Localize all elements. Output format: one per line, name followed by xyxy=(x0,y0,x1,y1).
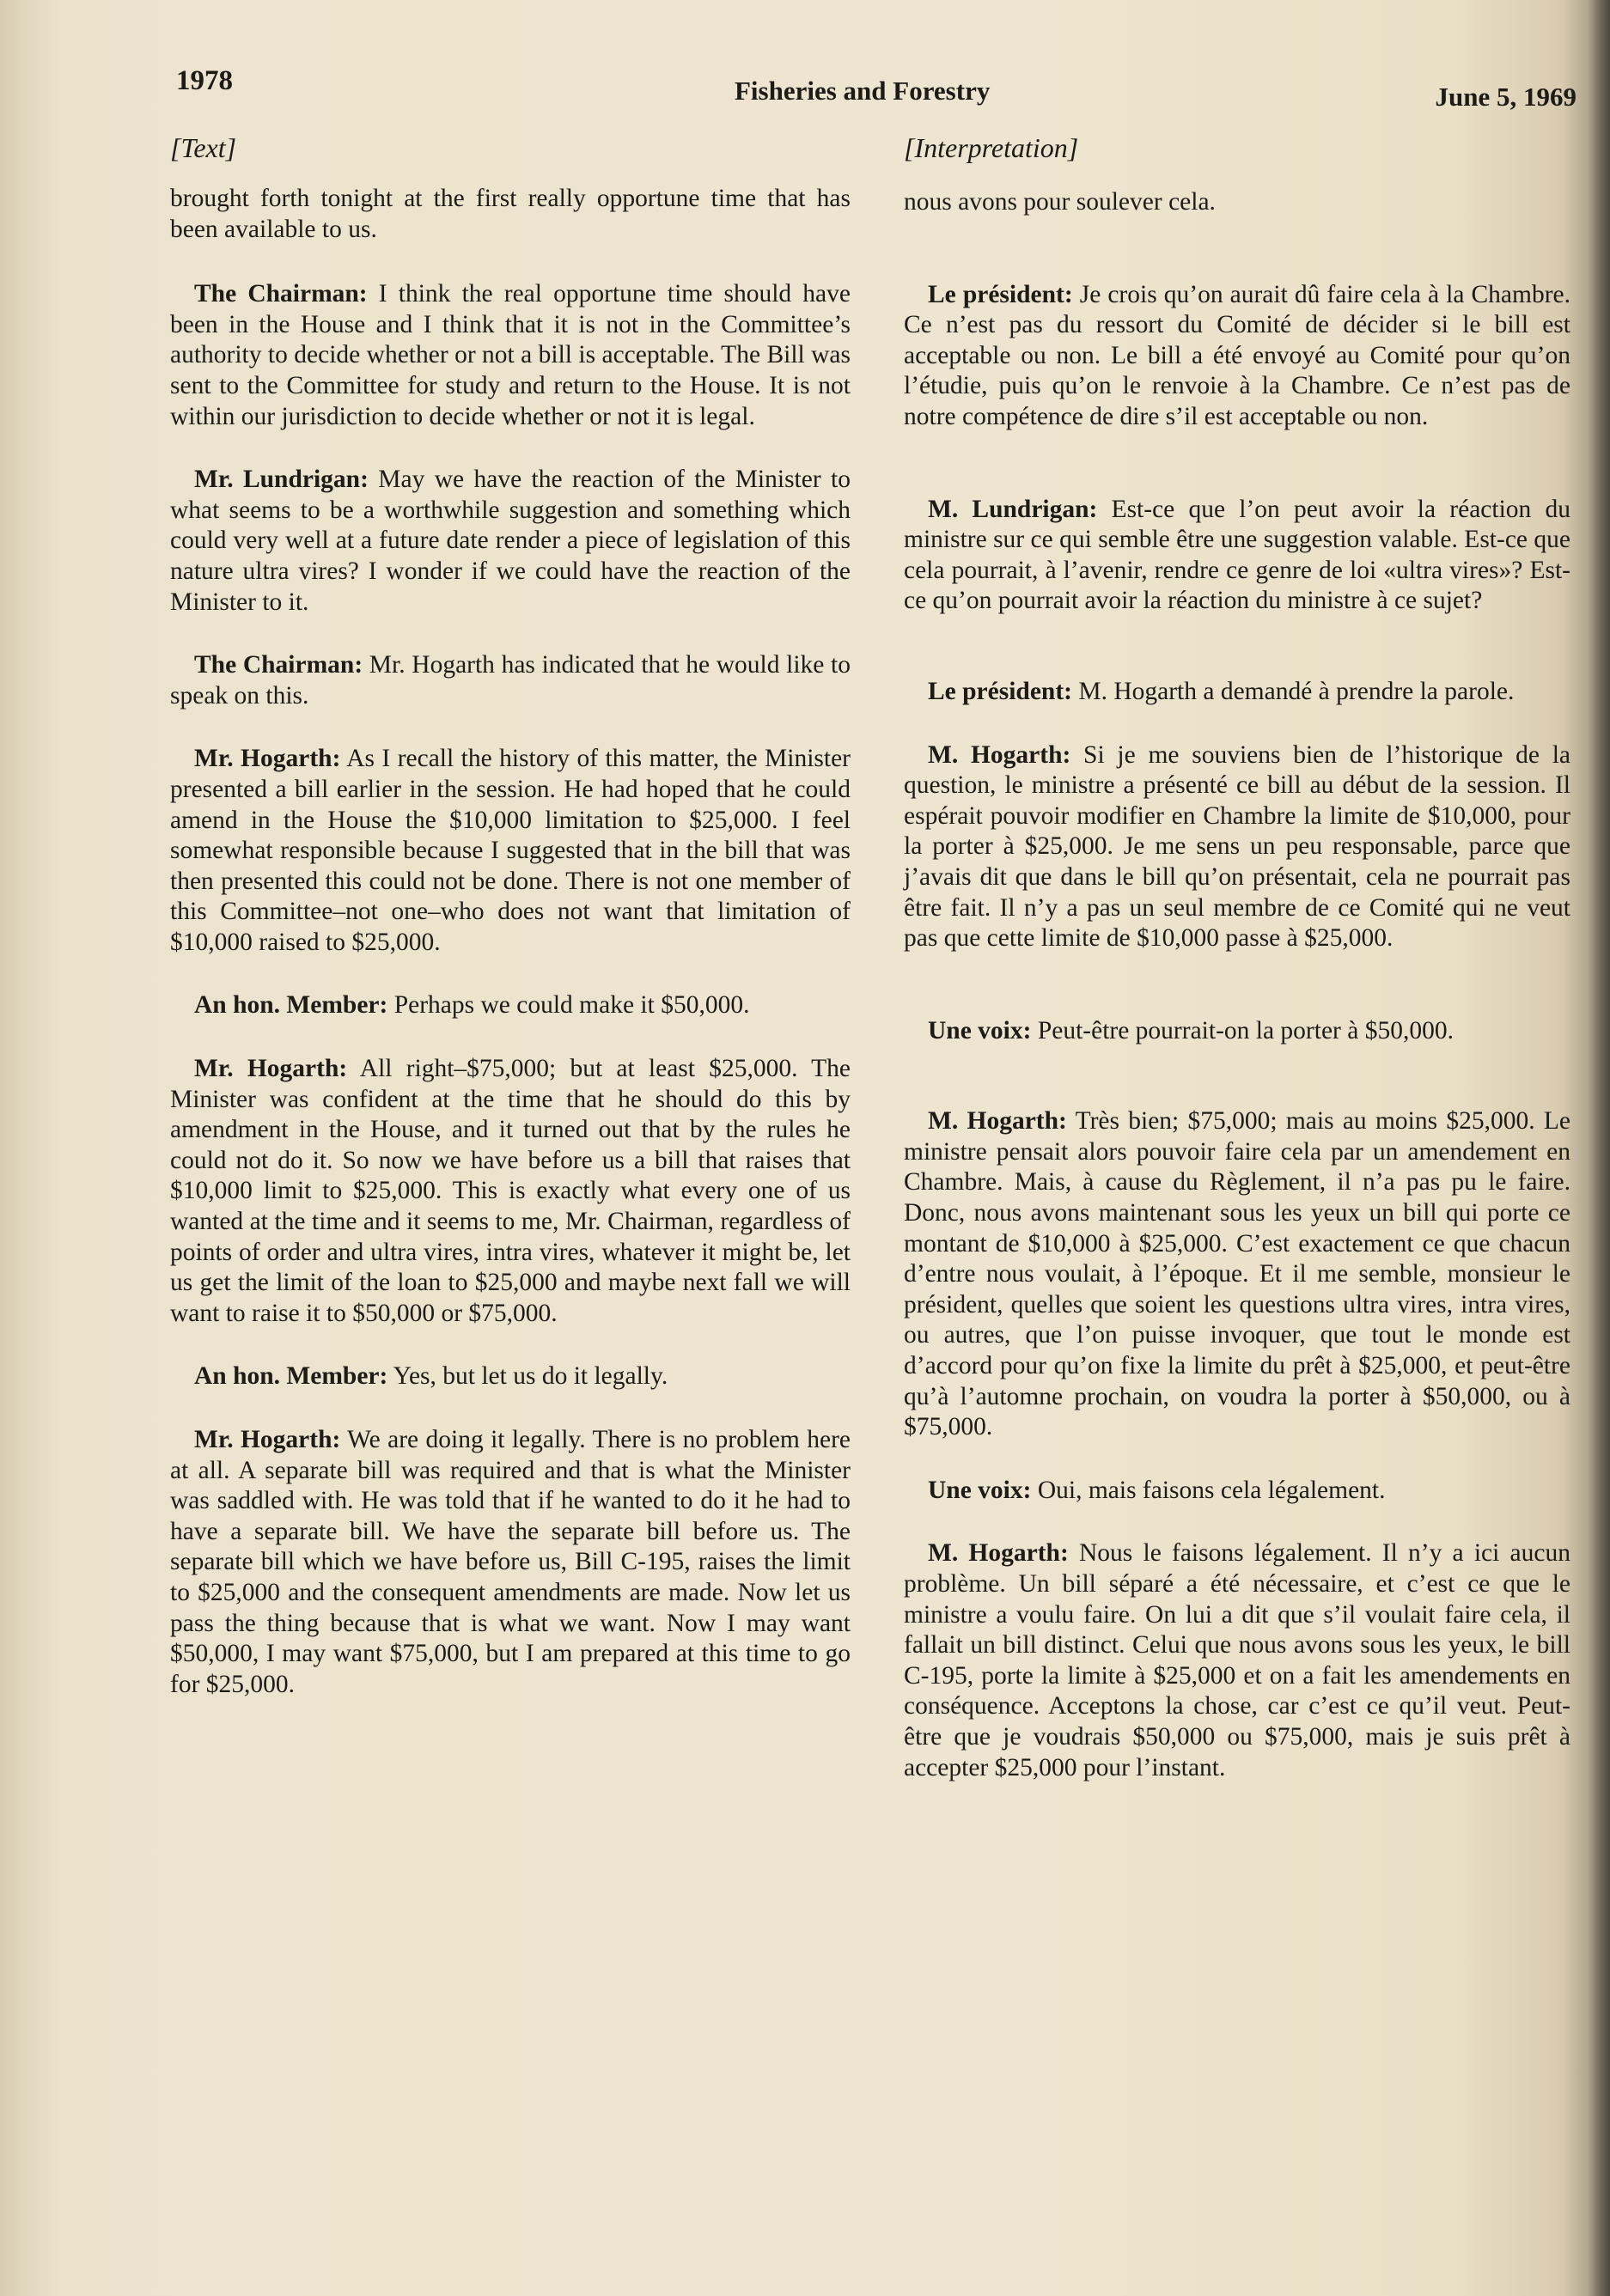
speaker-name: M. Hogarth: xyxy=(928,740,1071,769)
page-edge-shadow xyxy=(1586,0,1610,2296)
speech-paragraph xyxy=(904,1538,1570,1783)
speaker-name: Mr. Lundrigan: xyxy=(194,466,369,494)
speaker-name: M. Lundrigan: xyxy=(928,495,1098,523)
speech-paragraph xyxy=(170,279,851,432)
speaker-name: The Chairman: xyxy=(194,280,368,308)
speech-text: May we have the reaction of the Minister to what seems to be a worthwhile suggestion and something which could very well at a future date render a piece of legislation of this nature ultra vires? I wonder if we could have the reaction of the Minister to it. xyxy=(170,466,851,616)
speech-paragraph xyxy=(904,1476,1570,1507)
speaker-name: Le président: xyxy=(928,280,1073,308)
speaker-name: The Chairman: xyxy=(194,651,363,679)
speech-text: I think the real opportune time should have been in the House and I think that it is not in the Committee’s authority to decide whether or not a bill is acceptable. The Bill was sent to the Committee for study and return to the House. It is not within our jurisdiction to decide whether or not it is legal. xyxy=(170,280,851,430)
english-column xyxy=(170,129,851,1700)
speech-paragraph xyxy=(170,1425,851,1700)
speech-paragraph xyxy=(904,677,1570,708)
column-heading-text: [Text] xyxy=(170,132,237,163)
speaker-name: Mr. Hogarth: xyxy=(194,1055,348,1083)
speech-text: We are doing it legally. There is no problem here at all. A separate bill was required and that is what the Minister was saddled with. He was told that if he wanted to do it he had to have a separate bill. We have the separate bill before us. The separate bill which we have before us, Bill C-195, raises the limit to $25,000 and the consequent amendments are made. Now let us pass the thing because that is what we want. Now I may want $50,000, I may want $75,000, but I am prepared at this time to go for $25,000. xyxy=(170,1426,851,1698)
running-title: Fisheries and Forestry xyxy=(735,76,991,106)
speaker-name: An hon. Member: xyxy=(194,991,388,1020)
paragraph-text: brought forth tonight at the first really opportune time that has been available to us. xyxy=(170,185,851,243)
speech-paragraph xyxy=(170,1054,851,1329)
running-header xyxy=(176,60,1576,112)
speech-text: Yes, but let us do it legally. xyxy=(387,1362,668,1391)
speech-text: Oui, mais faisons cela légalement. xyxy=(1031,1476,1386,1504)
page-number: 1978 xyxy=(176,65,233,96)
speaker-name: M. Hogarth: xyxy=(928,1539,1069,1568)
speech-text: Perhaps we could make it $50,000. xyxy=(387,991,750,1020)
speech-text: Est-ce que l’on peut avoir la réaction du ministre sur ce qui semble être une suggestion valable. Est-ce que cela pourrait, à l’avenir, rendre ce genre de loi «ultra vires»? Est-ce qu’on pourrait avoir la réaction du ministre à ce sujet? xyxy=(904,495,1570,615)
speech-paragraph xyxy=(170,650,851,711)
paragraph-text: nous avons pour soulever cela. xyxy=(904,188,1216,216)
speech-paragraph xyxy=(904,1016,1570,1047)
page-gutter-shadow xyxy=(0,0,60,2296)
speech-paragraph xyxy=(170,990,851,1021)
speaker-name: M. Hogarth: xyxy=(928,1107,1067,1136)
speaker-name: Une voix: xyxy=(928,1016,1032,1044)
speaker-name: Mr. Hogarth: xyxy=(194,1426,341,1453)
speech-paragraph xyxy=(904,495,1570,617)
speech-paragraph xyxy=(904,280,1570,433)
paragraph xyxy=(170,184,851,245)
speech-text: Nous le faisons légalement. Il n’y a ici aucun problème. Un bill séparé a été nécessaire, et c’est ce que le ministre a voulu faire. On lui a dit que s’il voulait faire cela, il fallait un bill distinct. Celui que nous avons sous les yeux, le bill C-195, porte la limite à $25,000 et on a fait les amendements en conséquence. Acceptons la chose, car c’est ce qu’il veut. Peut-être que je voudrais $50,000 ou $75,000, mais je suis prêt à accepter $25,000 pour l’instant. xyxy=(904,1539,1570,1781)
speech-text: Je crois qu’on aurait dû faire cela à la Chambre. Ce n’est pas du ressort du Comité de décider si le bill est acceptable ou non. Le bill a été envoyé au Comité pour qu’on l’étudie, puis qu’on le renvoie à la Chambre. Ce n’est pas de notre compétence de dire s’il est acceptable ou non. xyxy=(904,280,1571,430)
speech-paragraph xyxy=(170,465,851,618)
speech-paragraph xyxy=(170,744,851,958)
french-column xyxy=(904,129,1570,1783)
speech-text: Si je me souviens bien de l’historique de la question, le ministre a présenté ce bill au début de la session. Il espérait pouvoir modifier en Chambre la limite de $10,000, pour la porter à $25,000. Je me sens un peu responsable, parce que j’avais dit que dans le bill qu’on présentait, cela ne pourrait pas être fait. Il n’y a pas un seul membre de ce Comité qui ne veut pas que cette limite de $10,000 passe à $25,000. xyxy=(904,740,1571,953)
speech-text: M. Hogarth a demandé à prendre la parole. xyxy=(1071,677,1515,705)
speech-text: All right–$75,000; but at least $25,000. The Minister was confident at the time that he should do this by amendment in the House, and it turned out that by the rules he could not do it. So now we have before us a bill that raises that $10,000 limit to $25,000. This is exactly what every one of us wanted at the time and it seems to me, Mr. Chairman, regardless of points of order and ultra vires, intra vires, whatever it might be, let us get the limit of the loan to $25,000 and maybe next fall we will want to raise it to $50,000 or $75,000. xyxy=(170,1055,851,1327)
paragraph xyxy=(904,187,1570,218)
column-heading-interpretation: [Interpretation] xyxy=(904,132,1079,163)
header-date: June 5, 1969 xyxy=(1435,82,1576,112)
speaker-name: Une voix: xyxy=(928,1476,1032,1504)
speech-paragraph xyxy=(904,1106,1570,1443)
speaker-name: Mr. Hogarth: xyxy=(194,745,341,773)
speech-text: Mr. Hogarth has indicated that he would like to speak on this. xyxy=(170,651,851,710)
speaker-name: An hon. Member: xyxy=(194,1362,388,1391)
speech-paragraph xyxy=(170,1361,851,1392)
speech-text: Peut-être pourrait-on la porter à $50,000. xyxy=(1031,1016,1454,1044)
speech-text: As I recall the history of this matter, the Minister presented a bill earlier in the session. He had hoped that he could amend in the House the $10,000 limitation to $25,000. I feel somewhat responsible because I suggested that in the bill that was then presented this could not be done. There is not one member of this Committee–not one–who does not want that limitation of $10,000 raised to $25,000. xyxy=(170,745,851,956)
speech-text: Très bien; $75,000; mais au moins $25,000. Le ministre pensait alors pouvoir faire cela par un amendement en Chambre. Mais, à cause du Règlement, il n’a pas pu le faire. Donc, nous avons maintenant sous les yeux un bill qui porte ce montant de $10,000 à $25,000. C’est exactement ce que chacun d’entre nous voulait, à l’époque. Et il me semble, monsieur le président, quelles que soient les questions ultra vires, intra vires, ou autres, que l’on puisse invoquer, que tout le monde est d’accord pour qu’on fixe la limite du prêt à $25,000, et peut-être qu’à l’automne prochain, on voudra la porter à $50,000, ou à $75,000. xyxy=(904,1107,1571,1441)
speaker-name: Le président: xyxy=(928,677,1072,705)
speech-paragraph xyxy=(904,740,1570,954)
